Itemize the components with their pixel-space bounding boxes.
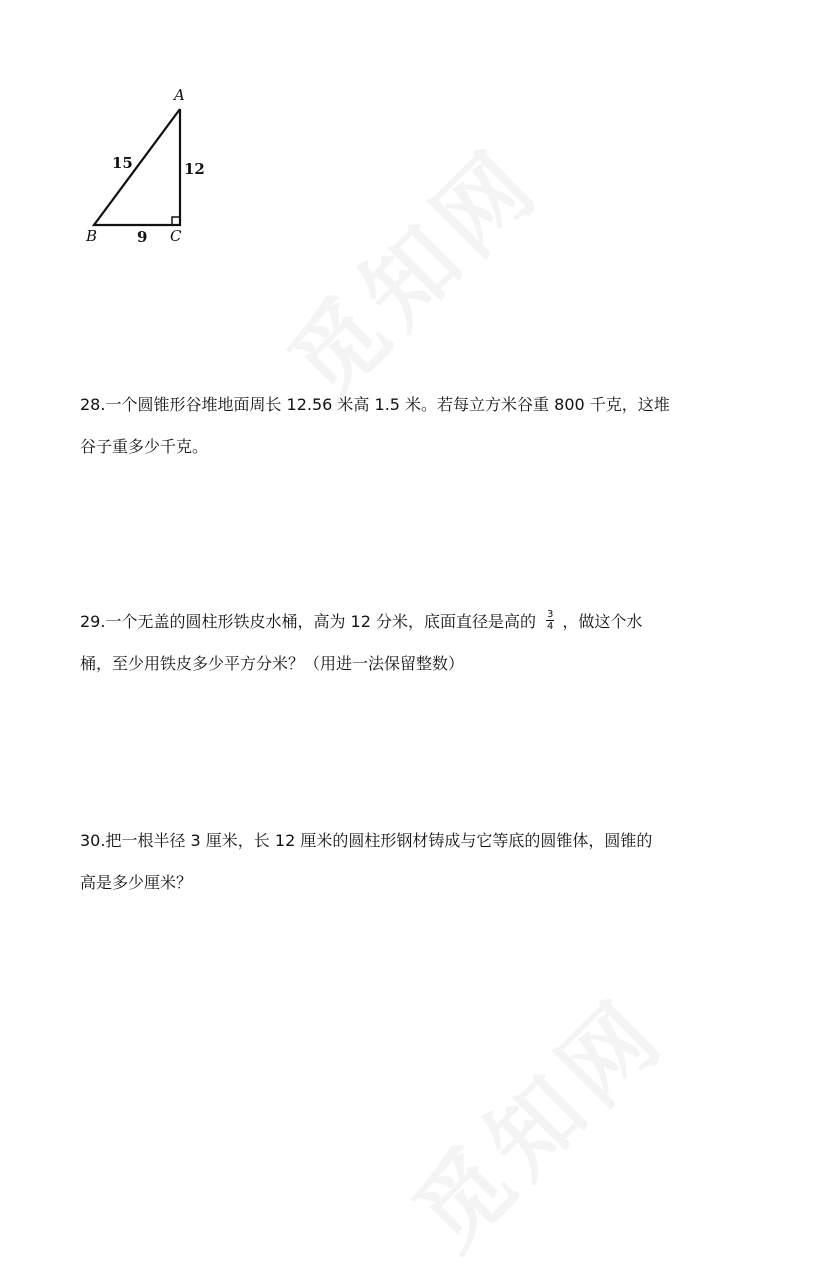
side-ab-label: 15 — [112, 154, 133, 172]
question-number: 29. — [80, 612, 106, 631]
question-30 — [80, 820, 750, 904]
fraction-numerator: 3 — [547, 609, 554, 620]
question-29 — [80, 601, 750, 685]
right-angle-marker — [172, 217, 180, 225]
triangle-outline — [94, 109, 180, 225]
question-number: 30. — [80, 831, 106, 850]
fraction-denominator: 4 — [547, 621, 554, 632]
vertex-b-label: B — [86, 227, 98, 245]
vertex-c-label: C — [170, 227, 182, 245]
question-text: 把一根半径 3 厘米，长 12 厘米的圆柱形钢材铸成与它等底的圆锥体，圆锥的 — [105, 831, 653, 850]
triangle-figure — [78, 80, 218, 250]
question-30-line-1 — [80, 820, 750, 862]
side-ac-label: 12 — [184, 160, 205, 178]
question-text: 一个无盖的圆柱形铁皮水桶，高为 12 分米，底面直径是高的 — [105, 612, 536, 631]
question-28-line-1 — [80, 384, 750, 426]
question-28 — [80, 384, 750, 468]
question-text: 一个圆锥形谷堆地面周长 12.56 米高 1.5 米。若每立方米谷重 800 千克，这堆 — [105, 395, 670, 414]
watermark — [255, 114, 565, 424]
question-28-line-2: 谷子重多少千克。 — [80, 437, 209, 456]
question-29-line-2: 桶，至少用铁皮多少平方分米？（用进一法保留整数） — [80, 654, 465, 673]
question-30-line-2: 高是多少厘米？ — [80, 873, 193, 892]
watermark-bottom — [380, 964, 690, 1273]
question-29-line-1 — [80, 601, 750, 643]
vertex-a-label: A — [174, 86, 185, 104]
question-text: ，做这个水 — [562, 612, 643, 631]
question-number: 28. — [80, 395, 106, 414]
fraction-three-quarters — [546, 609, 554, 632]
side-bc-label: 9 — [137, 228, 148, 246]
